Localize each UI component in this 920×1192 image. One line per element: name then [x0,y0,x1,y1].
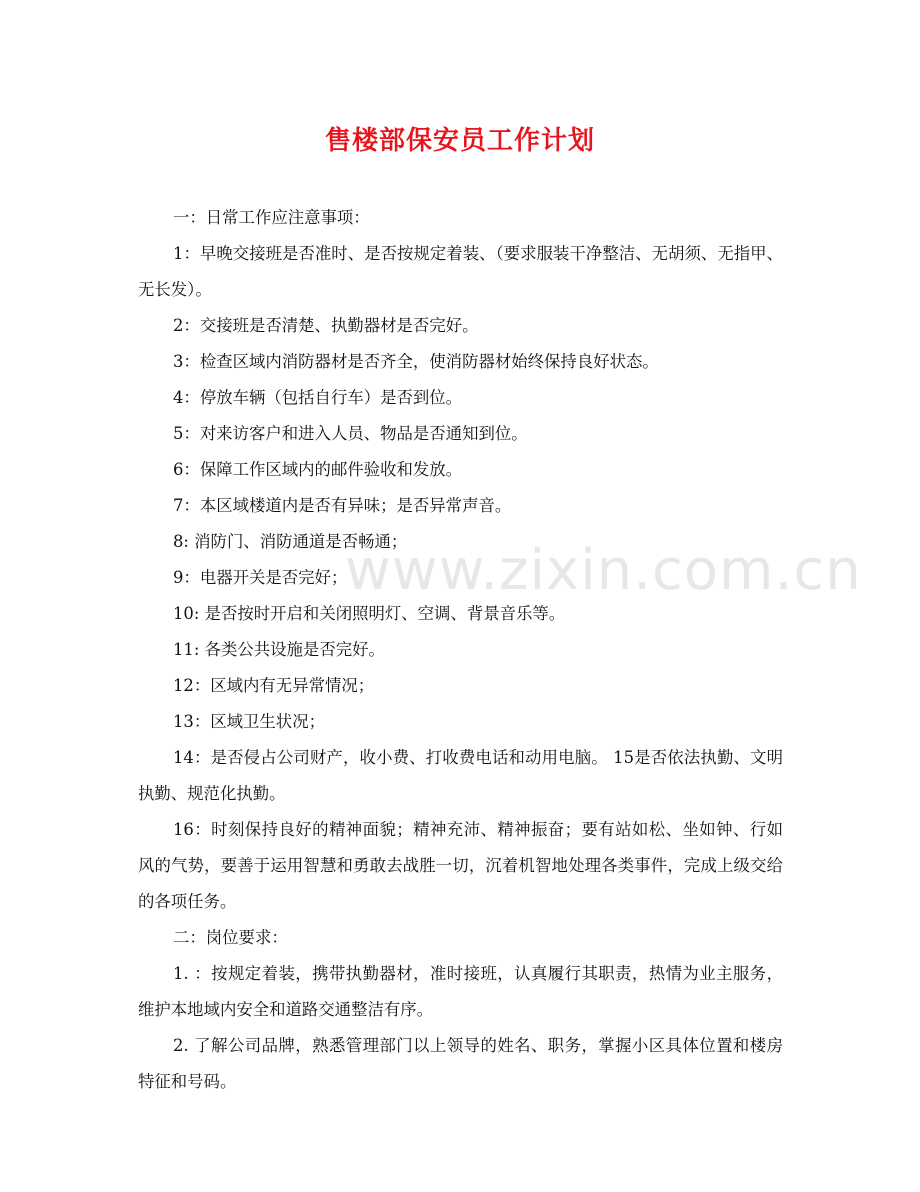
paragraph-item-4: 4：停放车辆（包括自行车）是否到位。 [173,388,463,407]
paragraph-item-12: 12：区域内有无异常情况； [173,676,375,695]
paragraph-item-11: 11: 各类公共设施是否完好。 [173,640,385,659]
paragraph-item-16: 16：时刻保持良好的精神面貌；精神充沛、精神振奋；要有站如松、坐如钟、行如风的气势，要善于运用智慧和勇敢去战胜一切，沉着机智地处理各类事件，完成上级交给的各项任务。 [138,820,783,911]
document-body [138,200,783,1100]
paragraph-section-2-heading: 二：岗位要求： [173,928,288,947]
paragraph-item-7: 7：本区域楼道内是否有异味；是否异常声音。 [173,496,512,515]
paragraph-item-8: 8: 消防门、消防通道是否畅通； [173,532,408,551]
paragraph-item-9: 9：电器开关是否完好； [173,568,348,587]
paragraph-section-1-heading: 一：日常工作应注意事项： [173,208,370,227]
paragraph-requirement-1: 1. ：按规定着装，携带执勤器材，准时接班，认真履行其职责，热情为业主服务，维护本地域内安全和道路交通整洁有序。 [138,964,783,1019]
paragraph-item-1: 1：早晚交接班是否准时、是否按规定着装、（要求服装干净整洁、无胡须、无指甲、无长发）。 [138,244,783,299]
paragraph-item-3: 3：检查区域内消防器材是否齐全，使消防器材始终保持良好状态。 [173,352,659,371]
paragraph-item-6: 6：保障工作区域内的邮件验收和发放。 [173,460,463,479]
paragraph-item-13: 13：区域卫生状况； [173,712,325,731]
document-title: 售楼部保安员工作计划 [324,126,595,156]
paragraph-item-2: 2：交接班是否清楚、执勤器材是否完好。 [173,316,479,335]
paragraph-requirement-2: 2. 了解公司品牌，熟悉管理部门以上领导的姓名、职务，掌握小区具体位置和楼房特征和号码。 [138,1036,783,1091]
watermark-text: www.zixin.com.cn [345,538,862,603]
paragraph-item-5: 5：对来访客户和进入人员、物品是否通知到位。 [173,424,528,443]
paragraph-item-14: 14：是否侵占公司财产，收小费、打收费电话和动用电脑。 15是否依法执勤、文明执勤、规范化执勤。 [138,748,783,803]
paragraph-item-10: 10: 是否按时开启和关闭照明灯、空调、背景音乐等。 [173,604,566,623]
